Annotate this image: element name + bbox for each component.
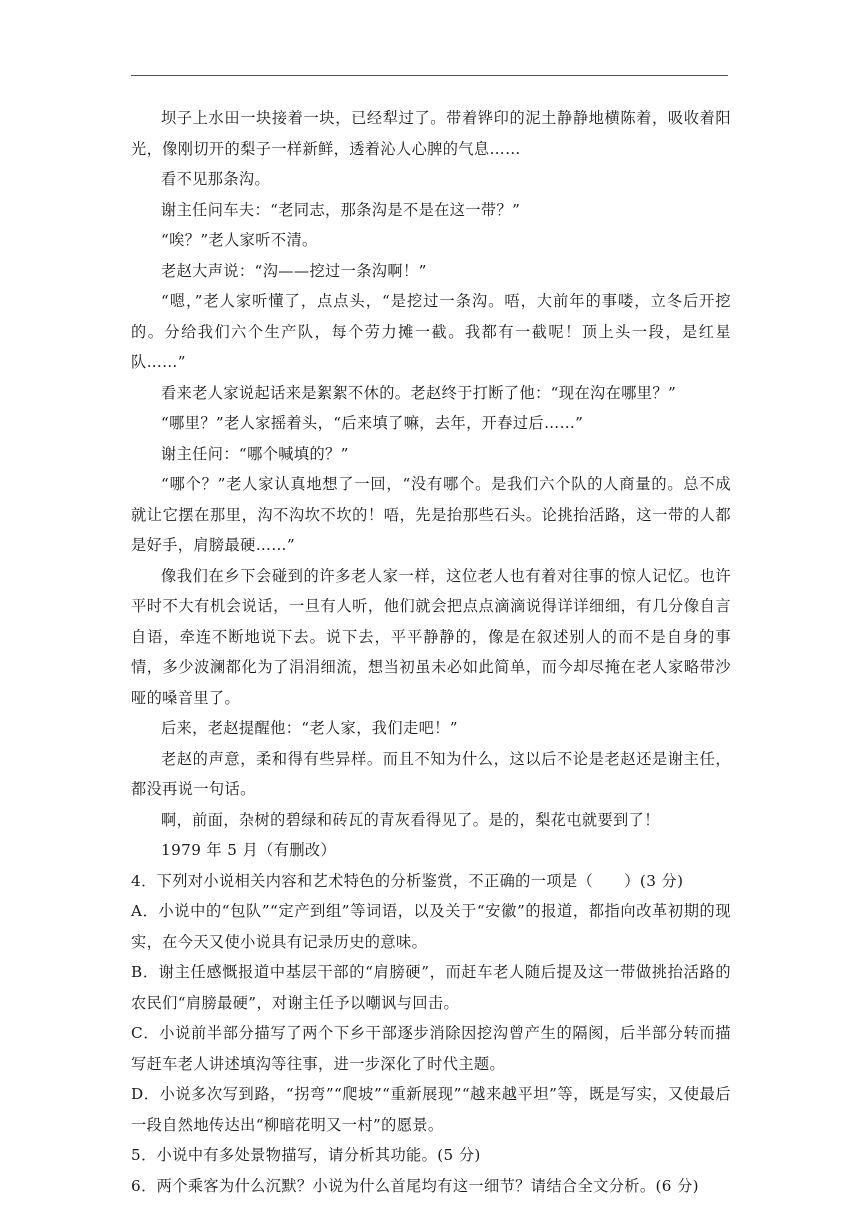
story-paragraph: 谢主任问：“哪个喊填的？” xyxy=(161,444,349,463)
story-paragraph: “嗯，”老人家听懂了，点点头，“是挖过一条沟。唔，大前年的事喽，立冬后开挖的。分给我们六个生产队，每个劳力摊一截。我都有一截呢！顶上头一段，是红星队……” xyxy=(131,292,731,371)
option-a: A．小说中的“包队”“定产到组”等词语，以及关于“安徽”的报道，都指向改革初期的现实，在今天又使小说具有记录历史的意味。 xyxy=(131,902,731,951)
story-paragraph: 啊，前面，杂树的碧绿和砖瓦的青灰看得见了。是的，梨花屯就要到了！ xyxy=(161,810,660,829)
question-4: 4．下列对小说相关内容和艺术特色的分析鉴赏，不正确的一项是（ ）(3 分) xyxy=(131,871,684,890)
story-paragraph: “哪个？”老人家认真地想了一回，“没有哪个。是我们六个队的人商量的。总不成就让它摆在那里，沟不沟坎不坎的！唔，先是抬那些石头。论挑抬活路，这一带的人都是好手，肩膀最硬……” xyxy=(131,475,731,554)
question-5: 5．小说中有多处景物描写，请分析其功能。(5 分) xyxy=(131,1146,481,1164)
header-rule xyxy=(131,75,728,76)
story-paragraph: 老赵大声说：“沟——挖过一条沟啊！” xyxy=(161,261,427,280)
story-paragraph: “哪里？”老人家摇着头，“后来填了嘛，去年，开春过后……” xyxy=(161,414,584,432)
question-6: 6．两个乘客为什么沉默？小说为什么首尾均有这一细节？请结合全文分析。(6 分) xyxy=(131,1176,699,1195)
story-paragraph: 后来，老赵提醒他：“老人家，我们走吧！” xyxy=(161,719,458,737)
story-paragraph: 看来老人家说起话来是絮絮不休的。老赵终于打断了他：“现在沟在哪里？” xyxy=(161,383,677,402)
date-line: 1979 年 5 月（有删改） xyxy=(161,841,337,859)
option-c: C．小说前半部分描写了两个下乡干部逐步消除因挖沟曾产生的隔阂，后半部分转而描写赶车老人讲述填沟等往事，进一步深化了时代主题。 xyxy=(131,1024,731,1073)
story-paragraph: 看不见那条沟。 xyxy=(161,170,271,188)
option-d: D．小说多次写到路，“拐弯”“爬坡”“重新展现”“越来越平坦”等，既是写实，又使最后一段自然地传达出“柳暗花明又一村”的愿景。 xyxy=(131,1085,731,1134)
story-paragraph: 谢主任问车夫：“老同志，那条沟是不是在这一带？” xyxy=(161,200,521,219)
story-paragraph: 老赵的声意，柔和得有些异样。而且不知为什么，这以后不论是老赵还是谢主任，都没再说一句话。 xyxy=(131,749,731,798)
option-b: B．谢主任感慨报道中基层干部的“肩膀硬”，而赶车老人随后提及这一带做挑抬活路的农民们“肩膀最硬”，对谢主任予以嘲讽与回击。 xyxy=(131,963,731,1012)
story-paragraph: 坝子上水田一块接着一块，已经犁过了。带着铧印的泥土静静地横陈着，吸收着阳光，像刚切开的梨子一样新鲜，透着沁人心脾的气息…… xyxy=(131,109,731,158)
document-body xyxy=(131,103,731,1201)
story-paragraph: “唉？”老人家听不清。 xyxy=(161,231,318,249)
story-paragraph: 像我们在乡下会碰到的许多老人家一样，这位老人也有着对往事的惊人记忆。也许平时不大有机会说话，一旦有人听，他们就会把点点滴滴说得详详细细，有几分像自言自语，牵连不断地说下去。说下去，平平静静的，像是在叙述别人的而不是自身的事情，多少波澜都化为了涓涓细流，想当初虽未必如此简单，而今却尽掩在老人家略带沙哑的嗓音里了。 xyxy=(131,566,731,707)
